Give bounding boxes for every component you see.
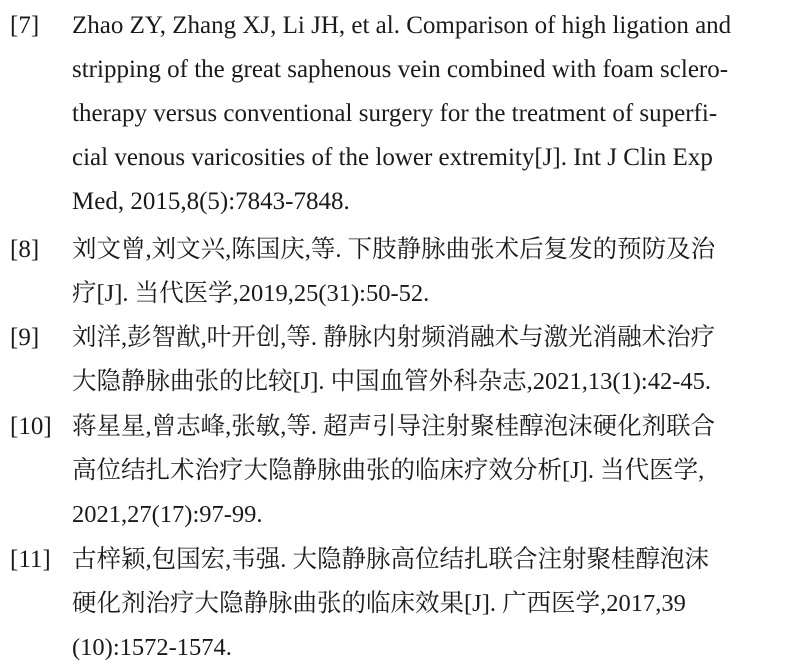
reference-line: 高位结扎术治疗大隐静脉曲张的临床疗效分析[J]. 当代医学, — [72, 457, 705, 484]
reference-line: therapy versus conventional surgery for the treatment of superfi- — [72, 100, 718, 127]
reference-item-11 — [0, 538, 727, 670]
reference-line: 2021,27(17):97-99. — [72, 501, 263, 528]
reference-line: 硬化剂治疗大隐静脉曲张的临床效果[J]. 广西医学,2017,39 — [72, 590, 686, 617]
reference-number: [9] — [10, 324, 40, 351]
reference-line: 古梓颖,包国宏,韦强. 大隐静脉高位结扎联合注射聚桂醇泡沫 — [72, 546, 709, 573]
reference-number: [8] — [10, 236, 40, 263]
reference-number: [7] — [10, 12, 40, 39]
reference-item-8 — [0, 228, 733, 316]
reference-line: Zhao ZY, Zhang XJ, Li JH, et al. Comparison of high ligation and — [72, 12, 732, 39]
reference-line: stripping of the great saphenous vein combined with foam sclero- — [72, 56, 729, 83]
reference-line: 蒋星星,曾志峰,张敏,等. 超声引导注射聚桂醇泡沫硬化剂联合 — [72, 413, 716, 440]
reference-line: 疗[J]. 当代医学,2019,25(31):50-52. — [72, 280, 430, 307]
reference-item-7 — [0, 4, 749, 224]
reference-line: 大隐静脉曲张的比较[J]. 中国血管外科杂志,2021,13(1):42-45. — [72, 368, 712, 395]
reference-item-9 — [0, 316, 733, 404]
reference-line: 刘文曾,刘文兴,陈国庆,等. 下肢静脉曲张术后复发的预防及治 — [72, 236, 716, 263]
reference-line: (10):1572-1574. — [72, 634, 232, 661]
reference-line: 刘洋,彭智猷,叶开创,等. 静脉内射频消融术与激光消融术治疗 — [72, 324, 716, 351]
reference-item-10 — [0, 405, 733, 537]
reference-number: [10] — [10, 413, 52, 440]
reference-line: cial venous varicosities of the lower extremity[J]. Int J Clin Exp — [72, 144, 713, 171]
reference-number: [11] — [10, 546, 51, 573]
reference-line: Med, 2015,8(5):7843-7848. — [72, 188, 350, 215]
